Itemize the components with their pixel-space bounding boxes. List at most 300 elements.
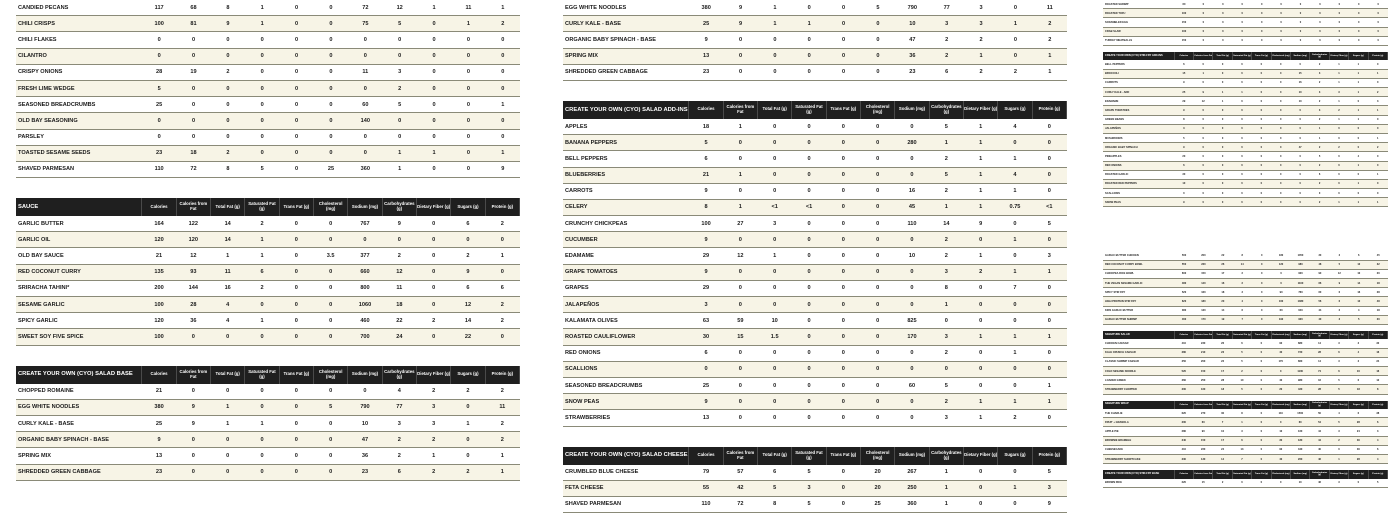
table-row	[1103, 409, 1388, 418]
nutrient-value: 1	[245, 248, 279, 264]
nutrient-value: 0	[1252, 124, 1271, 133]
nutrition-table	[1103, 401, 1388, 465]
nutrient-value: 210	[1194, 348, 1213, 357]
nutrient-value: 8	[1233, 251, 1252, 260]
nutrient-value: 0	[861, 151, 895, 167]
nutrient-value: 1	[1033, 48, 1067, 64]
nutrient-value: 47	[895, 32, 929, 48]
table-row	[1103, 198, 1388, 207]
nutrient-value: 8	[1174, 115, 1193, 124]
item-name: SHREDDED GREEN CABBAGE	[563, 64, 689, 80]
item-name: CRUMBLED BLUE CHEESE	[563, 465, 689, 481]
table-row	[16, 80, 520, 96]
nutrient-value: 0	[861, 16, 895, 32]
nutrient-value: 150	[1194, 436, 1213, 445]
nutrient-value: 60	[348, 97, 382, 113]
nutrient-value: 25	[1174, 88, 1193, 97]
nutrient-value: 0	[451, 48, 485, 64]
nutrient-value: 5	[142, 80, 176, 96]
table-row	[16, 216, 520, 232]
column-header: Calories	[689, 101, 723, 119]
nutrient-value: 0	[1213, 115, 1232, 124]
nutrient-value: 1	[451, 16, 485, 32]
column-header: Cholesterol (mg)	[314, 366, 348, 384]
nutrient-value: 10	[1349, 269, 1368, 278]
column-header: Protein (g)	[1368, 331, 1387, 340]
table-row	[16, 384, 520, 400]
item-name: SHREDDED GREEN CABBAGE	[16, 464, 142, 480]
nutrient-value: 3	[1232, 427, 1251, 436]
nutrient-value: 1	[245, 232, 279, 248]
nutrient-value: 0	[1310, 27, 1329, 36]
nutrient-value: 0	[758, 48, 792, 64]
nutrient-value: 0	[723, 297, 757, 313]
nutrient-value: 2	[382, 248, 416, 264]
nutrient-value: 47	[1290, 143, 1309, 152]
nutrient-value: 130	[1194, 306, 1213, 315]
nutrient-value: 2	[964, 32, 998, 48]
nutrient-value: 16	[1368, 367, 1387, 376]
table-row	[1103, 115, 1388, 124]
nutrient-value: 1080	[1291, 297, 1310, 306]
table-row	[563, 199, 1067, 215]
nutrient-value: 0	[1271, 115, 1290, 124]
nutrient-value: 0	[314, 32, 348, 48]
nutrient-value: 100	[142, 329, 176, 345]
nutrient-value: 2	[1368, 143, 1387, 152]
nutrient-value: 122	[176, 216, 210, 232]
nutrient-value: 500	[1174, 251, 1193, 260]
nutrient-value: 0	[142, 32, 176, 48]
item-name: CRAB SLAW	[1103, 27, 1174, 36]
section-title: SIGNATURE WRAP	[1103, 401, 1174, 410]
nutrient-value: 20	[861, 480, 895, 496]
nutrient-value: 0	[826, 264, 860, 280]
nutrient-value: 0	[1290, 161, 1309, 170]
nutrient-value: 1	[417, 145, 451, 161]
nutrient-value: 1	[1033, 64, 1067, 80]
column-header: Calories	[1174, 401, 1193, 410]
table-row	[16, 432, 520, 448]
nutrient-value: 0	[1368, 161, 1387, 170]
nutrient-value: 18	[689, 119, 723, 135]
nutrient-value: 7	[1233, 315, 1252, 324]
nutrient-value: 0	[792, 48, 826, 64]
nutrient-value: 0	[861, 361, 895, 377]
nutrient-value: 0	[348, 232, 382, 248]
nutrient-value: 0	[1232, 124, 1251, 133]
nutrient-value: 10	[348, 415, 382, 431]
table-row	[563, 280, 1067, 296]
nutrient-value: 5	[929, 377, 963, 393]
nutrient-value: 0	[861, 264, 895, 280]
nutrient-value: 360	[1174, 376, 1193, 385]
nutrient-value: 0	[723, 361, 757, 377]
nutrient-value: 1	[1368, 133, 1387, 142]
nutrient-value: 30	[1271, 436, 1290, 445]
nutrient-value: 6	[1329, 367, 1348, 376]
nutrient-value: 0	[486, 113, 520, 129]
table-header-row	[563, 101, 1067, 119]
nutrient-value: 0	[1271, 133, 1290, 142]
nutrient-value: 0	[279, 129, 313, 145]
nutrient-value: 0	[314, 297, 348, 313]
nutrient-value: 0	[1330, 9, 1349, 18]
nutrient-value: 0	[1252, 306, 1271, 315]
nutrient-value: 0	[1032, 183, 1066, 199]
column-header: Calories from Fat	[176, 366, 210, 384]
item-name: JALAPEÑOS	[563, 297, 689, 313]
nutrient-value: 0	[279, 432, 313, 448]
nutrient-value: 0	[348, 32, 382, 48]
column-header: Sugars (g)	[1349, 470, 1368, 479]
nutrient-value: 0	[1290, 179, 1309, 188]
nutrient-value: 0	[176, 448, 210, 464]
nutrient-value: 0	[723, 32, 757, 48]
nutrient-value: 170	[1194, 315, 1213, 324]
nutrient-value: 12	[1349, 297, 1368, 306]
nutrient-value: 0	[1329, 189, 1348, 198]
table-row	[1103, 133, 1388, 142]
nutrient-value: 0	[1032, 119, 1066, 135]
nutrient-value: 1	[998, 345, 1032, 361]
nutrient-value: 19	[176, 64, 210, 80]
nutrient-value: 100	[142, 297, 176, 313]
nutrient-value: 1	[1232, 418, 1251, 427]
nutrient-value: 9	[1174, 106, 1193, 115]
nutrient-value: 0	[826, 280, 860, 296]
nutrient-value: 1	[485, 464, 519, 480]
nutrient-value: 20	[861, 465, 895, 481]
nutrient-value: 0	[348, 80, 382, 96]
nutrition-table	[16, 0, 520, 178]
nutrient-value: 0	[758, 151, 792, 167]
nutrient-value: 250	[895, 480, 929, 496]
nutrient-value: 10	[758, 313, 792, 329]
nutrient-value: 7	[1213, 418, 1232, 427]
nutrient-value: 0	[1271, 418, 1290, 427]
nutrient-value: 0	[792, 329, 826, 345]
nutrient-value: 0	[1213, 152, 1232, 161]
nutrient-value: 1	[963, 199, 997, 215]
nutrient-value: 0	[758, 119, 792, 135]
nutrient-value: 0	[1271, 143, 1290, 152]
column-header: Total Fat (g)	[758, 101, 792, 119]
nutrient-value: 0	[279, 145, 313, 161]
column-header: Cholesterol (mg)	[861, 101, 895, 119]
item-name: ROASTED CAULIFLOWER	[563, 329, 689, 345]
nutrient-value: 110	[1271, 409, 1290, 418]
nutrient-value: 4	[1233, 297, 1252, 306]
nutrient-value: 0	[279, 16, 313, 32]
nutrient-value: 0	[1252, 479, 1271, 488]
table-header-row	[16, 198, 520, 216]
nutrient-value: 0	[1252, 339, 1271, 348]
column-header: Protein (g)	[485, 198, 519, 216]
nutrient-value: 100	[689, 216, 723, 232]
section-title: CREATE YOUR OWN (CYO) STIR-FRY ADD-INS	[1103, 52, 1174, 61]
nutrient-value: 60	[1271, 306, 1290, 315]
nutrient-value: 0	[486, 80, 520, 96]
nutrient-value: 36	[895, 48, 929, 64]
nutrient-value: 2	[382, 448, 416, 464]
nutrient-value: 90	[1194, 427, 1213, 436]
nutrient-value: 44	[1310, 306, 1329, 315]
column-header: Protein (g)	[1368, 52, 1387, 61]
nutrient-value: 100	[1174, 9, 1193, 18]
nutrient-value: 0	[1233, 9, 1252, 18]
table-row	[1103, 315, 1388, 324]
nutrient-value: 0	[1252, 279, 1271, 288]
nutrient-value: 0	[1368, 152, 1387, 161]
nutrient-value: 16	[1310, 376, 1329, 385]
item-name: BROWN RICE	[1103, 479, 1174, 488]
table-row	[563, 232, 1067, 248]
table-row	[16, 280, 520, 296]
nutrient-value: 1	[723, 199, 757, 215]
nutrient-value: 0	[1368, 189, 1387, 198]
nutrient-value: 6	[245, 264, 279, 280]
item-name: BELL PEPPERS	[1103, 60, 1174, 69]
nutrient-value: 0	[1271, 124, 1290, 133]
nutrient-value: 2	[998, 64, 1032, 80]
item-name: STRAWBERRY SHORTCAKE	[1103, 455, 1174, 464]
nutrient-value: 0	[348, 129, 382, 145]
nutrient-value: 0	[792, 394, 826, 410]
nutrient-value: 1	[963, 151, 997, 167]
nutrient-value: 24	[1349, 427, 1368, 436]
nutrient-value: 9	[723, 0, 757, 16]
nutrient-value: 74	[1310, 367, 1329, 376]
nutrient-value: 0	[998, 313, 1032, 329]
nutrient-value: 1500	[1290, 409, 1309, 418]
column-header: Carbohydrates (g)	[1310, 401, 1329, 410]
nutrient-value: 1	[723, 119, 757, 135]
nutrient-value: 11	[348, 64, 382, 80]
nutrient-value: 1	[1032, 394, 1066, 410]
nutrient-value: 0	[1252, 0, 1271, 9]
nutrient-value: 10	[895, 16, 929, 32]
nutrient-value: 0	[1213, 161, 1232, 170]
nutrient-value: 0	[1271, 269, 1290, 278]
nutrient-value: 0	[963, 361, 997, 377]
nutrient-value: 0	[417, 64, 451, 80]
nutrient-value: 2	[245, 280, 279, 296]
item-name: STRAWBERRIES	[563, 410, 689, 426]
table-row	[563, 151, 1067, 167]
item-name: SCRAMBLED EGG	[1103, 18, 1174, 27]
nutrient-value: 28	[1213, 376, 1232, 385]
nutrient-value: 0	[1194, 124, 1213, 133]
item-name: EDAMAME	[563, 248, 689, 264]
column-header: Trans Fat (g)	[279, 198, 313, 216]
nutrient-value: 0	[792, 345, 826, 361]
column-header: Protein (g)	[485, 366, 519, 384]
nutrient-value: 0	[1368, 36, 1388, 45]
table-row	[1103, 306, 1388, 315]
nutrient-value: 3	[1310, 69, 1329, 78]
nutrient-value: 250	[1194, 376, 1213, 385]
nutrient-value: 230	[1194, 339, 1213, 348]
column-header: Trans Fat (g)	[1252, 401, 1271, 410]
nutrient-value: 17	[1213, 367, 1232, 376]
nutrient-value: 0	[758, 345, 792, 361]
item-name: ROASTED GARLIC	[1103, 170, 1174, 179]
nutrient-value: 1	[245, 16, 279, 32]
nutrient-value: 0	[998, 216, 1032, 232]
nutrient-value: 0	[1252, 60, 1271, 69]
nutrient-value: 0	[211, 113, 245, 129]
nutrient-value: 3	[1310, 88, 1329, 97]
nutrient-value: 0	[279, 329, 313, 345]
nutrient-value: 460	[348, 313, 382, 329]
nutrient-value: 1	[245, 415, 279, 431]
nutrient-value: 0	[1194, 170, 1213, 179]
nutrient-value: 0	[1271, 198, 1290, 207]
nutrient-value: 1	[1368, 198, 1387, 207]
nutrient-value: 0	[485, 232, 519, 248]
nutrient-value: 0	[1329, 133, 1348, 142]
nutrient-value: 0	[1271, 170, 1290, 179]
nutrient-value: 640	[1291, 306, 1310, 315]
nutrient-value: 5	[1232, 348, 1251, 357]
nutrient-value: 6	[1368, 418, 1387, 427]
nutrient-value: 1	[383, 161, 417, 177]
nutrient-value: 2	[998, 410, 1032, 426]
nutrient-value: 23	[895, 64, 929, 80]
nutrient-value: 5	[1310, 152, 1329, 161]
table-row	[16, 16, 520, 32]
nutrient-value: 0	[1271, 27, 1290, 36]
nutrient-value: 1	[451, 415, 485, 431]
nutrient-value: 0	[1252, 409, 1271, 418]
nutrient-value: 0	[1232, 133, 1251, 142]
nutrient-value: 0	[1271, 152, 1290, 161]
table-header-row	[563, 447, 1067, 465]
column-header: Calories from Fat	[1194, 470, 1213, 479]
nutrient-value: 29	[1174, 97, 1193, 106]
nutrient-value: 2	[211, 64, 245, 80]
nutrient-value: 0	[1310, 0, 1329, 9]
column-header: Carbohydrates (g)	[929, 101, 963, 119]
nutrient-value: 0	[1330, 36, 1349, 45]
table-row	[563, 313, 1067, 329]
nutrient-value: 0	[792, 0, 826, 16]
nutrient-value: 40	[1271, 455, 1290, 464]
nutrient-value: 180	[1271, 251, 1290, 260]
nutrient-value: 0	[1194, 106, 1213, 115]
nutrient-value: 720	[1290, 348, 1309, 357]
item-name: RED COCONUT CURRY	[16, 264, 142, 280]
nutrient-value: 0	[314, 264, 348, 280]
table-row	[563, 297, 1067, 313]
nutrient-value: 380	[142, 399, 176, 415]
nutrient-value: 2	[1310, 60, 1329, 69]
nutrient-value: 0	[895, 394, 929, 410]
nutrient-value: 0	[1213, 36, 1232, 45]
nutrient-value: 2	[929, 151, 963, 167]
nutrient-value: 0	[1252, 18, 1271, 27]
nutrient-value: 0	[486, 64, 520, 80]
nutrient-value: 1	[963, 248, 997, 264]
nutrient-value: 0	[416, 232, 450, 248]
nutrient-value: 980	[1291, 260, 1310, 269]
item-name: LOADED GREEK	[1103, 376, 1174, 385]
nutrient-value: 0	[1329, 170, 1348, 179]
nutrient-value: 6	[1174, 60, 1193, 69]
nutrient-value: 120	[176, 232, 210, 248]
nutrient-value: 0	[826, 410, 860, 426]
nutrient-value: 8	[211, 0, 245, 16]
nutrient-value: 0	[1329, 445, 1348, 454]
column-header: Carbohydrates (g)	[929, 447, 963, 465]
column-header: Calories from Fat	[176, 198, 210, 216]
nutrient-value: 16	[1213, 279, 1232, 288]
item-name: BROCCOLI	[1103, 69, 1174, 78]
nutrient-value: 3.5	[314, 248, 348, 264]
nutrient-value: 0	[417, 16, 451, 32]
column-header: Sodium (mg)	[1290, 52, 1309, 61]
item-name: ROASTED SHRIMP	[1103, 0, 1174, 9]
item-name: JALAPEÑOS	[1103, 124, 1174, 133]
column-header: Dietary Fiber (g)	[963, 101, 997, 119]
nutrient-value: 30	[1213, 409, 1232, 418]
nutrient-value: 0	[1232, 78, 1251, 87]
nutrient-value: 0	[314, 129, 348, 145]
nutrient-value: 9	[1194, 88, 1213, 97]
nutrient-value: 0	[826, 216, 860, 232]
nutrient-value: 0	[314, 232, 348, 248]
column-header: Calories	[689, 447, 723, 465]
item-name: CUCUMBER	[563, 232, 689, 248]
nutrient-value: 1	[1368, 69, 1387, 78]
nutrient-value: 25	[142, 415, 176, 431]
nutrient-value: 90	[1271, 445, 1290, 454]
nutrient-value: 0	[1213, 9, 1232, 18]
item-name: BANANA PEPPERS	[563, 135, 689, 151]
nutrient-value: 0	[826, 167, 860, 183]
item-name: SPICY STIR FRY	[1103, 288, 1174, 297]
nutrient-value: 0	[417, 80, 451, 96]
nutrient-value: 90	[1271, 339, 1290, 348]
table-header-row	[16, 366, 520, 384]
nutrient-value: 12	[1349, 260, 1368, 269]
nutrient-value: 2	[1330, 306, 1349, 315]
nutrient-value: 0	[758, 32, 792, 48]
nutrient-value: 0	[1252, 179, 1271, 188]
table-row	[563, 394, 1067, 410]
nutrient-value: 77	[930, 0, 964, 16]
column-header: Carbohydrates (g)	[382, 198, 416, 216]
nutrient-value: 0	[929, 361, 963, 377]
nutrient-value: 16	[211, 280, 245, 296]
nutrient-value: <1	[1032, 199, 1066, 215]
nutrient-value: 0	[861, 248, 895, 264]
nutrient-value: 0	[348, 145, 382, 161]
nutrient-value: 46	[1310, 479, 1329, 488]
nutrient-value: 980	[1290, 376, 1309, 385]
nutrient-value: 0	[861, 394, 895, 410]
nutrient-value: 0	[998, 465, 1032, 481]
nutrient-value: 0	[1252, 198, 1271, 207]
nutrient-value: 0	[176, 113, 210, 129]
nutrient-value: 6	[930, 64, 964, 80]
nutrient-value: 0	[1349, 27, 1368, 36]
nutrient-value: 3	[929, 329, 963, 345]
nutrient-value: 1	[1349, 198, 1368, 207]
nutrient-value: 150	[1194, 269, 1213, 278]
nutrient-value: 18	[176, 145, 210, 161]
